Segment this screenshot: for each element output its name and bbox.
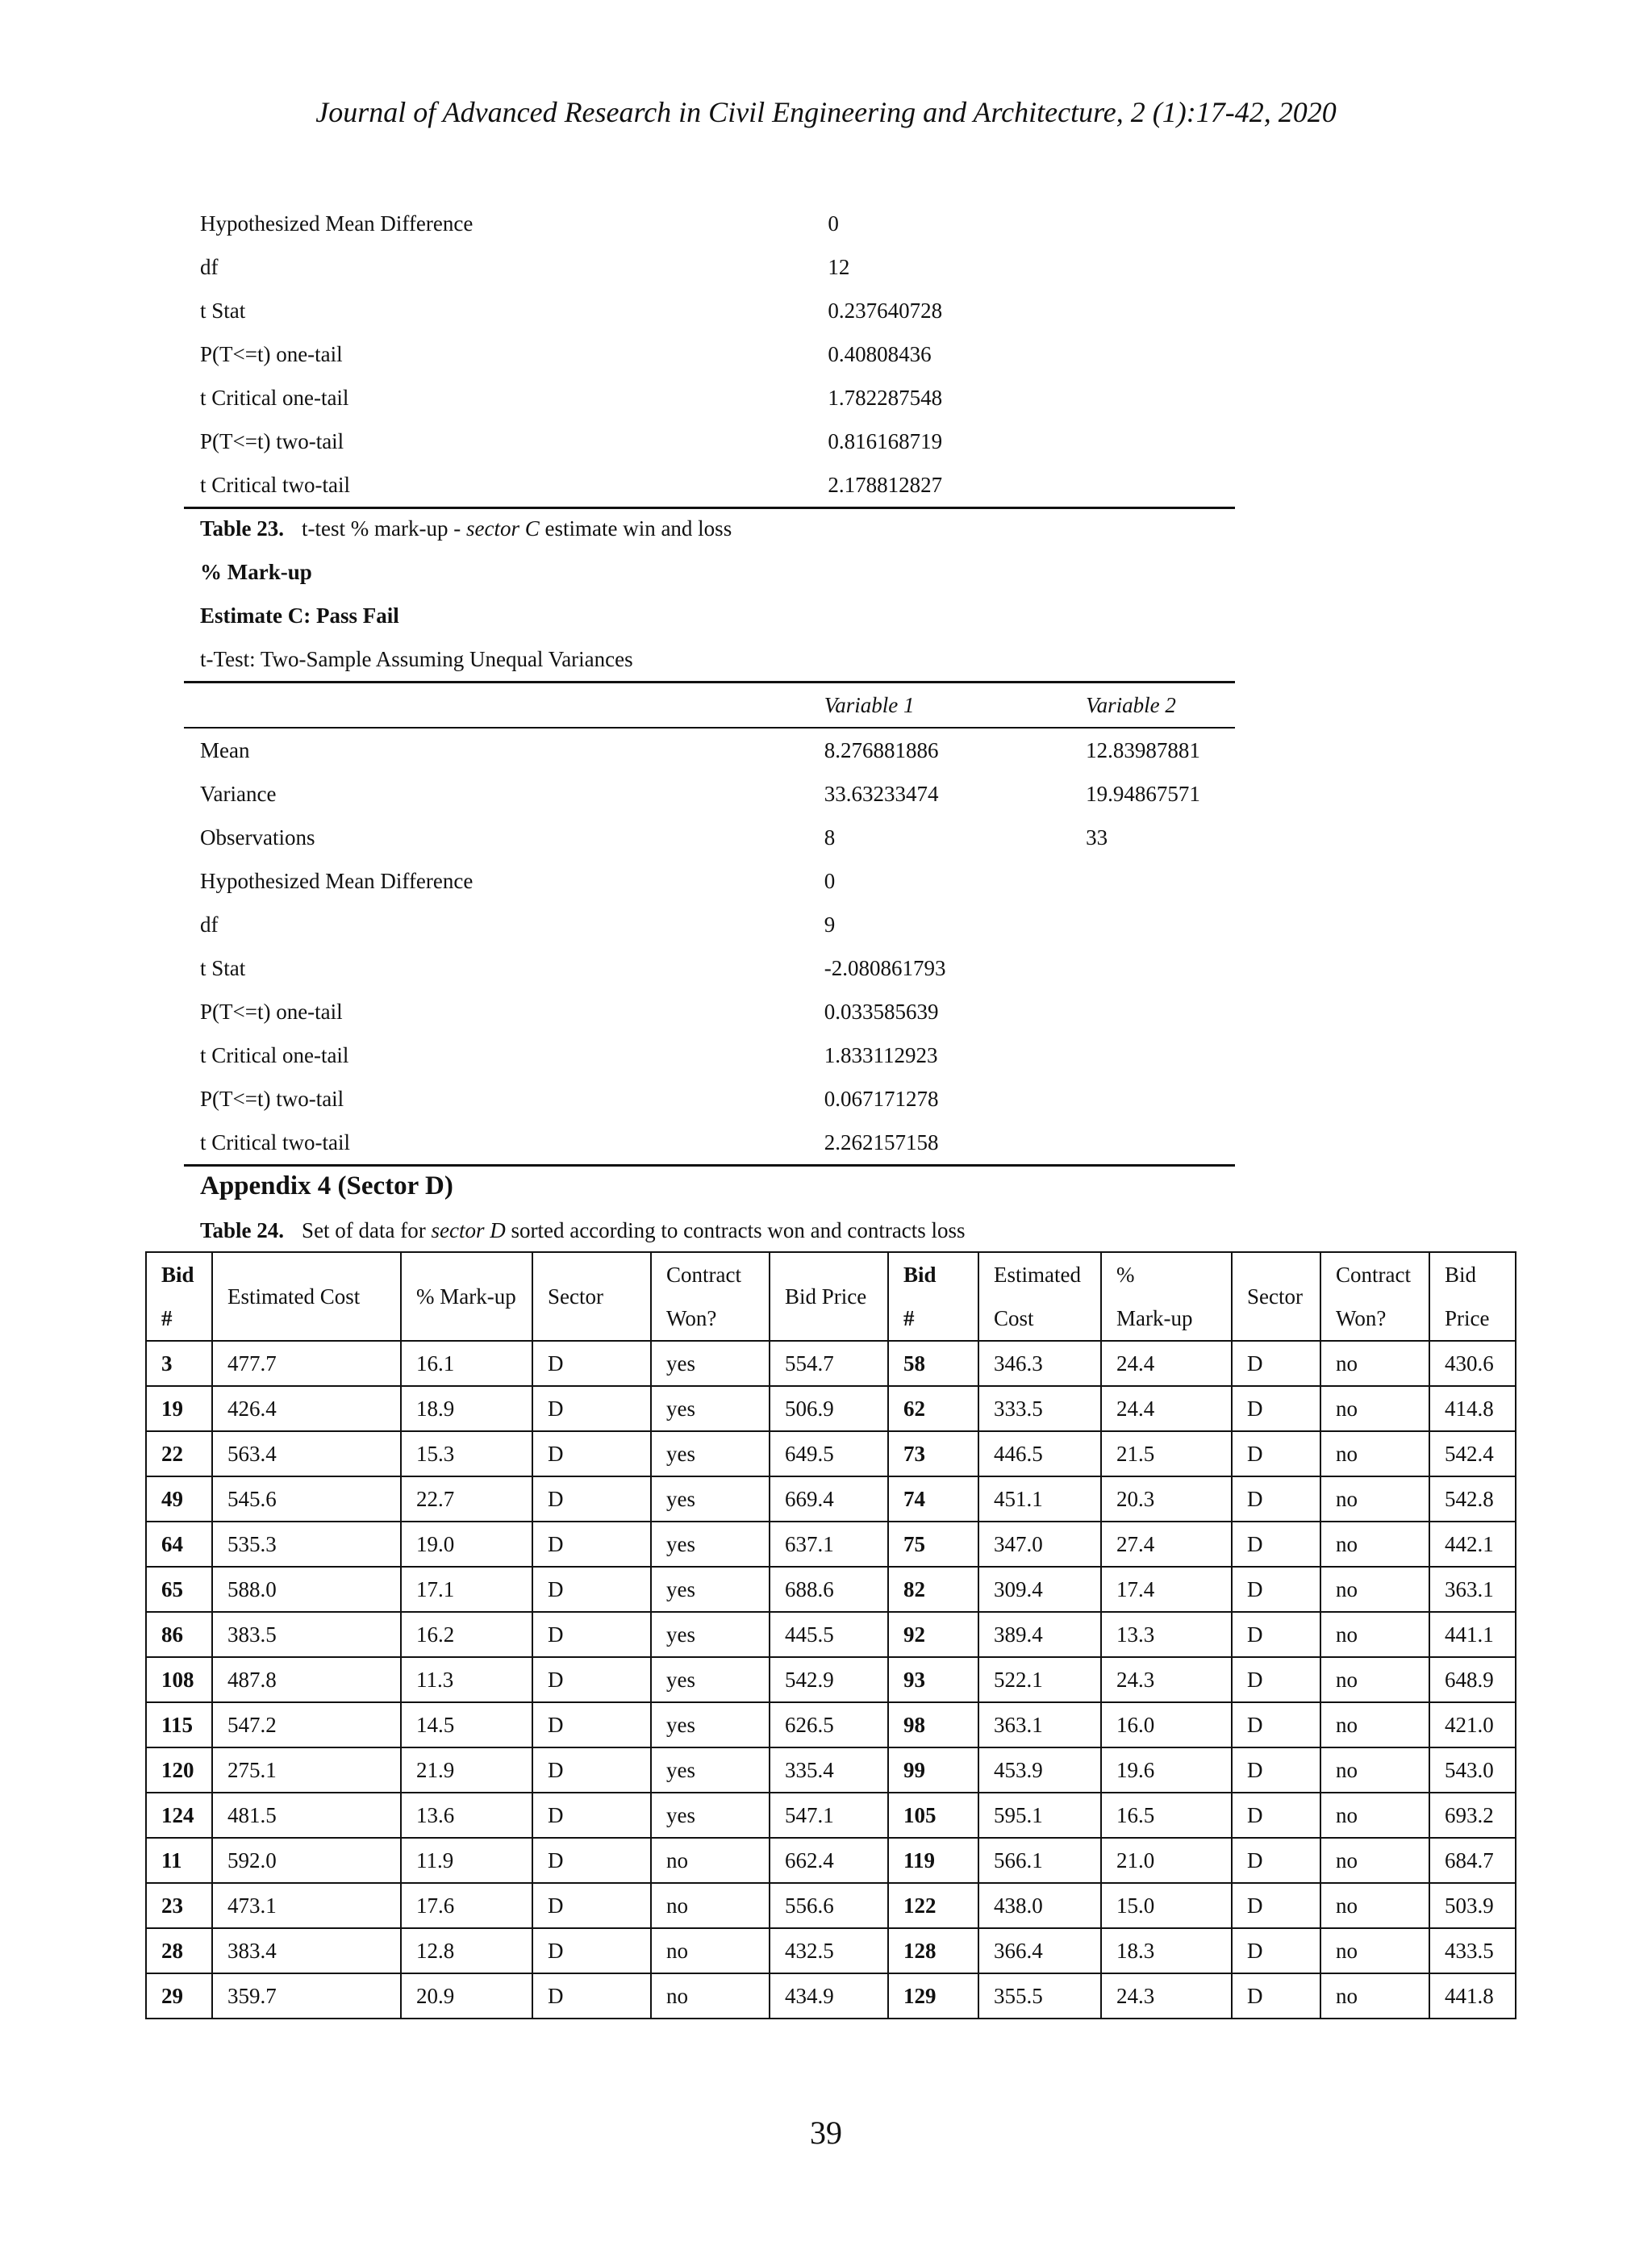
- table-cell: 19: [146, 1386, 212, 1431]
- table-cell: 12.8: [401, 1928, 532, 1973]
- table-cell: yes: [651, 1657, 770, 1702]
- table-row: [184, 772, 1235, 816]
- table-cell: 129: [888, 1973, 978, 2019]
- column-header: Sector: [532, 1252, 651, 1341]
- table-cell: df: [200, 254, 219, 279]
- table-cell: [1070, 903, 1235, 946]
- table-cell: Mean: [200, 737, 250, 762]
- table-cell: 19.94867571: [1086, 781, 1200, 806]
- table-cell: 426.4: [212, 1386, 401, 1431]
- table-cell: t Critical one-tail: [200, 385, 349, 410]
- table-cell: 20.3: [1101, 1476, 1232, 1522]
- table-cell: D: [532, 1567, 651, 1612]
- table-cell: D: [1232, 1476, 1320, 1522]
- table-row: [146, 1793, 1516, 1838]
- table-cell: D: [532, 1431, 651, 1476]
- table-cell: 547.1: [770, 1793, 888, 1838]
- table-cell: 441.1: [1429, 1612, 1516, 1657]
- table-23-label: Table 23.: [200, 516, 285, 541]
- table-cell: 13.6: [401, 1793, 532, 1838]
- table-cell: no: [1320, 1928, 1429, 1973]
- table-cell: 75: [888, 1522, 978, 1567]
- table-cell: 473.1: [212, 1883, 401, 1928]
- table-cell: [1074, 332, 1235, 376]
- table-cell: 86: [146, 1612, 212, 1657]
- table-row: [184, 990, 1235, 1033]
- table-cell: 0.40808436: [828, 341, 932, 366]
- table-cell: 0: [828, 211, 839, 236]
- table-cell: D: [532, 1702, 651, 1747]
- table-cell: 21.9: [401, 1747, 532, 1793]
- table-cell: 33: [1086, 825, 1108, 850]
- table-cell: [1074, 289, 1235, 332]
- table-cell: 359.7: [212, 1973, 401, 2019]
- table-cell: 438.0: [978, 1883, 1101, 1928]
- table-cell: 347.0: [978, 1522, 1101, 1567]
- table-row: [184, 1077, 1235, 1121]
- table-cell: [1074, 463, 1235, 508]
- table-cell: 16.5: [1101, 1793, 1232, 1838]
- table-cell: D: [1232, 1793, 1320, 1838]
- table-cell: D: [1232, 1431, 1320, 1476]
- table-cell: D: [1232, 1612, 1320, 1657]
- table-cell: no: [1320, 1612, 1429, 1657]
- table-row: [146, 1702, 1516, 1747]
- table-cell: 684.7: [1429, 1838, 1516, 1883]
- table-cell: 19.6: [1101, 1747, 1232, 1793]
- table-cell: 0.237640728: [828, 298, 943, 323]
- table-cell: 522.1: [978, 1657, 1101, 1702]
- table-cell: 453.9: [978, 1747, 1101, 1793]
- column-header: Contract Won?: [651, 1252, 770, 1341]
- table-row: [146, 1973, 1516, 2019]
- table-cell: 545.6: [212, 1476, 401, 1522]
- table-cell: 481.5: [212, 1793, 401, 1838]
- table-cell: D: [1232, 1386, 1320, 1431]
- table-cell: t Stat: [200, 298, 246, 323]
- table-cell: 16.0: [1101, 1702, 1232, 1747]
- table-cell: 383.4: [212, 1928, 401, 1973]
- table-cell: 12: [828, 254, 850, 279]
- table-cell: 124: [146, 1793, 212, 1838]
- table-row: [146, 1657, 1516, 1702]
- table-cell: 93: [888, 1657, 978, 1702]
- table-cell: 566.1: [978, 1838, 1101, 1883]
- table-row: [146, 1386, 1516, 1431]
- col-variable-1: Variable 1: [808, 683, 1070, 729]
- table-cell: 503.9: [1429, 1883, 1516, 1928]
- column-header: Bid Price: [1429, 1252, 1516, 1341]
- table-row: [146, 1747, 1516, 1793]
- table-cell: 595.1: [978, 1793, 1101, 1838]
- table-cell: 62: [888, 1386, 978, 1431]
- table-cell: [1070, 859, 1235, 903]
- table-cell: yes: [651, 1476, 770, 1522]
- table-cell: yes: [651, 1522, 770, 1567]
- table-cell: 547.2: [212, 1702, 401, 1747]
- column-header: Contract Won?: [1320, 1252, 1429, 1341]
- table-cell: [1070, 990, 1235, 1033]
- table-cell: 99: [888, 1747, 978, 1793]
- table-row: [184, 859, 1235, 903]
- table-cell: D: [532, 1838, 651, 1883]
- table-cell: 366.4: [978, 1928, 1101, 1973]
- table-cell: 18.9: [401, 1386, 532, 1431]
- table-cell: no: [1320, 1657, 1429, 1702]
- table-cell: 49: [146, 1476, 212, 1522]
- table-cell: 11: [146, 1838, 212, 1883]
- table-cell: 333.5: [978, 1386, 1101, 1431]
- table-cell: 542.4: [1429, 1431, 1516, 1476]
- table-cell: 120: [146, 1747, 212, 1793]
- table-cell: 432.5: [770, 1928, 888, 1973]
- table-cell: P(T<=t) one-tail: [200, 341, 343, 366]
- column-header: Bid Price: [770, 1252, 888, 1341]
- table-cell: 1.782287548: [828, 385, 943, 410]
- table-cell: [1074, 376, 1235, 420]
- table-cell: 27.4: [1101, 1522, 1232, 1567]
- table-cell: D: [1232, 1928, 1320, 1973]
- column-header: Estimated Cost: [978, 1252, 1101, 1341]
- table-cell: 414.8: [1429, 1386, 1516, 1431]
- table-cell: 637.1: [770, 1522, 888, 1567]
- table-cell: yes: [651, 1747, 770, 1793]
- table-cell: 335.4: [770, 1747, 888, 1793]
- table-cell: 105: [888, 1793, 978, 1838]
- table-cell: 16.1: [401, 1341, 532, 1386]
- table-cell: D: [532, 1747, 651, 1793]
- table-cell: 0.816168719: [828, 428, 943, 453]
- table-cell: 15.0: [1101, 1883, 1232, 1928]
- table-cell: Hypothesized Mean Difference: [200, 211, 473, 236]
- table-cell: 74: [888, 1476, 978, 1522]
- table-cell: no: [651, 1838, 770, 1883]
- table-cell: 11.9: [401, 1838, 532, 1883]
- table-cell: yes: [651, 1702, 770, 1747]
- table-cell: 346.3: [978, 1341, 1101, 1386]
- table-cell: 626.5: [770, 1702, 888, 1747]
- table-cell: Observations: [200, 825, 315, 850]
- table-cell: 430.6: [1429, 1341, 1516, 1386]
- table-cell: 451.1: [978, 1476, 1101, 1522]
- table-cell: no: [1320, 1522, 1429, 1567]
- journal-header: Journal of Advanced Research in Civil Engineering and Architecture, 2 (1):17-42, 2020: [315, 96, 1337, 128]
- table-cell: [1074, 420, 1235, 463]
- table-23: [184, 681, 1235, 1167]
- table-cell: 8.276881886: [824, 737, 939, 762]
- table-cell: D: [532, 1386, 651, 1431]
- table-24-header-row: [146, 1252, 1516, 1341]
- table-cell: 24.3: [1101, 1973, 1232, 2019]
- table-row: [184, 946, 1235, 990]
- table-cell: Hypothesized Mean Difference: [200, 868, 473, 893]
- table-cell: 108: [146, 1657, 212, 1702]
- table-cell: D: [1232, 1657, 1320, 1702]
- table-cell: 3: [146, 1341, 212, 1386]
- table-cell: 506.9: [770, 1386, 888, 1431]
- table-cell: 542.9: [770, 1657, 888, 1702]
- table-cell: yes: [651, 1567, 770, 1612]
- table-cell: P(T<=t) two-tail: [200, 1086, 344, 1111]
- table-cell: no: [1320, 1793, 1429, 1838]
- table-cell: yes: [651, 1431, 770, 1476]
- table-row: [146, 1612, 1516, 1657]
- table-23-caption: Table 23. t-test % mark-up - sector C estimate win and loss: [200, 516, 732, 541]
- table-cell: 0: [824, 868, 836, 893]
- table-cell: 18.3: [1101, 1928, 1232, 1973]
- table-cell: yes: [651, 1612, 770, 1657]
- table-cell: no: [651, 1973, 770, 2019]
- table-cell: 2.262157158: [808, 1121, 1070, 1166]
- table-cell: 648.9: [1429, 1657, 1516, 1702]
- table-cell: no: [1320, 1431, 1429, 1476]
- table-cell: -2.080861793: [824, 955, 946, 980]
- table-cell: 119: [888, 1838, 978, 1883]
- table-cell: D: [1232, 1341, 1320, 1386]
- table-cell: P(T<=t) two-tail: [200, 428, 344, 453]
- table-cell: P(T<=t) one-tail: [200, 999, 343, 1024]
- table-cell: 363.1: [978, 1702, 1101, 1747]
- table-cell: 389.4: [978, 1612, 1101, 1657]
- table-cell: 28: [146, 1928, 212, 1973]
- table-row: [184, 332, 1235, 376]
- table-cell: no: [1320, 1386, 1429, 1431]
- table-cell: D: [532, 1928, 651, 1973]
- table-cell: 688.6: [770, 1567, 888, 1612]
- table-cell: 122: [888, 1883, 978, 1928]
- table-cell: D: [532, 1883, 651, 1928]
- table-cell: t Critical two-tail: [184, 463, 811, 508]
- table-cell: 65: [146, 1567, 212, 1612]
- table-cell: Variance: [200, 781, 277, 806]
- table-cell: 73: [888, 1431, 978, 1476]
- table-cell: D: [1232, 1973, 1320, 2019]
- table-cell: t Critical two-tail: [184, 1121, 808, 1166]
- table-cell: D: [532, 1612, 651, 1657]
- table-cell: 441.8: [1429, 1973, 1516, 2019]
- table-cell: 588.0: [212, 1567, 401, 1612]
- column-header: % Mark-up: [1101, 1252, 1232, 1341]
- table-cell: 22.7: [401, 1476, 532, 1522]
- table-cell: 12.83987881: [1086, 737, 1200, 762]
- table-cell: 662.4: [770, 1838, 888, 1883]
- table-row: [184, 376, 1235, 420]
- table-row: [184, 202, 1235, 245]
- table-row: [184, 463, 1235, 508]
- table-cell: yes: [651, 1793, 770, 1838]
- table-cell: df: [200, 912, 219, 937]
- table-cell: 0.033585639: [824, 999, 939, 1024]
- table-cell: 421.0: [1429, 1702, 1516, 1747]
- table-cell: 442.1: [1429, 1522, 1516, 1567]
- table-cell: 22: [146, 1431, 212, 1476]
- table-cell: 445.5: [770, 1612, 888, 1657]
- table-cell: no: [1320, 1702, 1429, 1747]
- column-header: % Mark-up: [401, 1252, 532, 1341]
- table-cell: 592.0: [212, 1838, 401, 1883]
- page-number: 39: [810, 2115, 842, 2151]
- table-row: [184, 903, 1235, 946]
- table-row: [184, 245, 1235, 289]
- table-cell: 309.4: [978, 1567, 1101, 1612]
- table-row: [184, 1033, 1235, 1077]
- table-cell: 9: [824, 912, 836, 937]
- table-cell: t Critical one-tail: [200, 1042, 349, 1067]
- table-cell: 1.833112923: [824, 1042, 938, 1067]
- table-23-line3: t-Test: Two-Sample Assuming Unequal Variances: [200, 647, 633, 671]
- table-row: [146, 1838, 1516, 1883]
- table-row: [184, 420, 1235, 463]
- table-row: [184, 728, 1235, 772]
- table-cell: 0.067171278: [824, 1086, 939, 1111]
- table-row: [184, 1121, 1235, 1166]
- table-cell: 535.3: [212, 1522, 401, 1567]
- table-row: [146, 1431, 1516, 1476]
- table-24-label: Table 24.: [200, 1218, 285, 1242]
- table-cell: 693.2: [1429, 1793, 1516, 1838]
- table-cell: no: [651, 1928, 770, 1973]
- table-23-line1: % Mark-up: [200, 560, 312, 584]
- table-cell: 19.0: [401, 1522, 532, 1567]
- table-cell: D: [1232, 1522, 1320, 1567]
- table-cell: D: [1232, 1838, 1320, 1883]
- appendix-title: Appendix 4 (Sector D): [200, 1171, 453, 1200]
- column-header: Sector: [1232, 1252, 1320, 1341]
- table-cell: 20.9: [401, 1973, 532, 2019]
- table-cell: 554.7: [770, 1341, 888, 1386]
- table-row: [146, 1567, 1516, 1612]
- table-cell: 58: [888, 1341, 978, 1386]
- table-23-header-row: [184, 683, 1235, 729]
- column-header: Bid #: [888, 1252, 978, 1341]
- table-cell: 98: [888, 1702, 978, 1747]
- table-cell: [1070, 946, 1235, 990]
- table-24-caption: Table 24. Set of data for sector D sorted according to contracts won and contracts loss: [200, 1218, 966, 1242]
- table-cell: D: [1232, 1567, 1320, 1612]
- table-row: [146, 1522, 1516, 1567]
- table-cell: t Stat: [200, 955, 246, 980]
- table-cell: D: [532, 1476, 651, 1522]
- table-cell: 17.1: [401, 1567, 532, 1612]
- table-cell: 24.3: [1101, 1657, 1232, 1702]
- table-23-line2: Estimate C: Pass Fail: [200, 603, 399, 628]
- table-cell: D: [532, 1657, 651, 1702]
- table-24: [145, 1251, 1516, 2019]
- table-row: [184, 289, 1235, 332]
- table-cell: yes: [651, 1341, 770, 1386]
- table-cell: 355.5: [978, 1973, 1101, 2019]
- table-cell: no: [1320, 1341, 1429, 1386]
- table-cell: 11.3: [401, 1657, 532, 1702]
- table-cell: 23: [146, 1883, 212, 1928]
- table-cell: 669.4: [770, 1476, 888, 1522]
- table-cell: 383.5: [212, 1612, 401, 1657]
- table-cell: 64: [146, 1522, 212, 1567]
- col-variable-2: Variable 2: [1070, 683, 1235, 729]
- table-cell: 13.3: [1101, 1612, 1232, 1657]
- table-cell: 29: [146, 1973, 212, 2019]
- table-cell: no: [1320, 1476, 1429, 1522]
- table-cell: no: [1320, 1747, 1429, 1793]
- table-cell: 433.5: [1429, 1928, 1516, 1973]
- table-cell: no: [1320, 1567, 1429, 1612]
- table-cell: [1070, 1077, 1235, 1121]
- table-cell: no: [651, 1883, 770, 1928]
- table-cell: 2.178812827: [811, 463, 1074, 508]
- table-cell: 82: [888, 1567, 978, 1612]
- table-cell: no: [1320, 1838, 1429, 1883]
- table-cell: D: [1232, 1747, 1320, 1793]
- table-cell: 17.6: [401, 1883, 532, 1928]
- table-cell: yes: [651, 1386, 770, 1431]
- table-cell: 649.5: [770, 1431, 888, 1476]
- table-row: [146, 1476, 1516, 1522]
- table-cell: 115: [146, 1702, 212, 1747]
- table-cell: 477.7: [212, 1341, 401, 1386]
- table-cell: D: [532, 1522, 651, 1567]
- table-22-tail: [184, 202, 1235, 509]
- table-cell: 543.0: [1429, 1747, 1516, 1793]
- table-cell: 14.5: [401, 1702, 532, 1747]
- table-cell: 17.4: [1101, 1567, 1232, 1612]
- table-cell: 128: [888, 1928, 978, 1973]
- column-header: Bid #: [146, 1252, 212, 1341]
- table-row: [146, 1341, 1516, 1386]
- table-cell: D: [532, 1341, 651, 1386]
- table-cell: D: [532, 1793, 651, 1838]
- table-cell: [1070, 1033, 1235, 1077]
- table-cell: 556.6: [770, 1883, 888, 1928]
- table-cell: 92: [888, 1612, 978, 1657]
- table-cell: 487.8: [212, 1657, 401, 1702]
- table-row: [146, 1883, 1516, 1928]
- column-header: Estimated Cost: [212, 1252, 401, 1341]
- table-cell: 542.8: [1429, 1476, 1516, 1522]
- table-cell: D: [1232, 1702, 1320, 1747]
- table-cell: 16.2: [401, 1612, 532, 1657]
- table-cell: 15.3: [401, 1431, 532, 1476]
- table-cell: D: [1232, 1883, 1320, 1928]
- table-cell: 21.0: [1101, 1838, 1232, 1883]
- table-cell: 275.1: [212, 1747, 401, 1793]
- table-cell: [1074, 202, 1235, 245]
- table-row: [184, 816, 1235, 859]
- table-cell: D: [532, 1973, 651, 2019]
- table-cell: 21.5: [1101, 1431, 1232, 1476]
- table-cell: [1074, 245, 1235, 289]
- table-cell: 446.5: [978, 1431, 1101, 1476]
- table-row: [146, 1928, 1516, 1973]
- table-cell: 8: [824, 825, 836, 850]
- table-cell: 563.4: [212, 1431, 401, 1476]
- table-cell: no: [1320, 1973, 1429, 2019]
- table-cell: [1070, 1121, 1235, 1166]
- table-cell: 33.63233474: [824, 781, 939, 806]
- table-cell: no: [1320, 1883, 1429, 1928]
- table-cell: 363.1: [1429, 1567, 1516, 1612]
- table-cell: 24.4: [1101, 1341, 1232, 1386]
- table-cell: 24.4: [1101, 1386, 1232, 1431]
- table-cell: 434.9: [770, 1973, 888, 2019]
